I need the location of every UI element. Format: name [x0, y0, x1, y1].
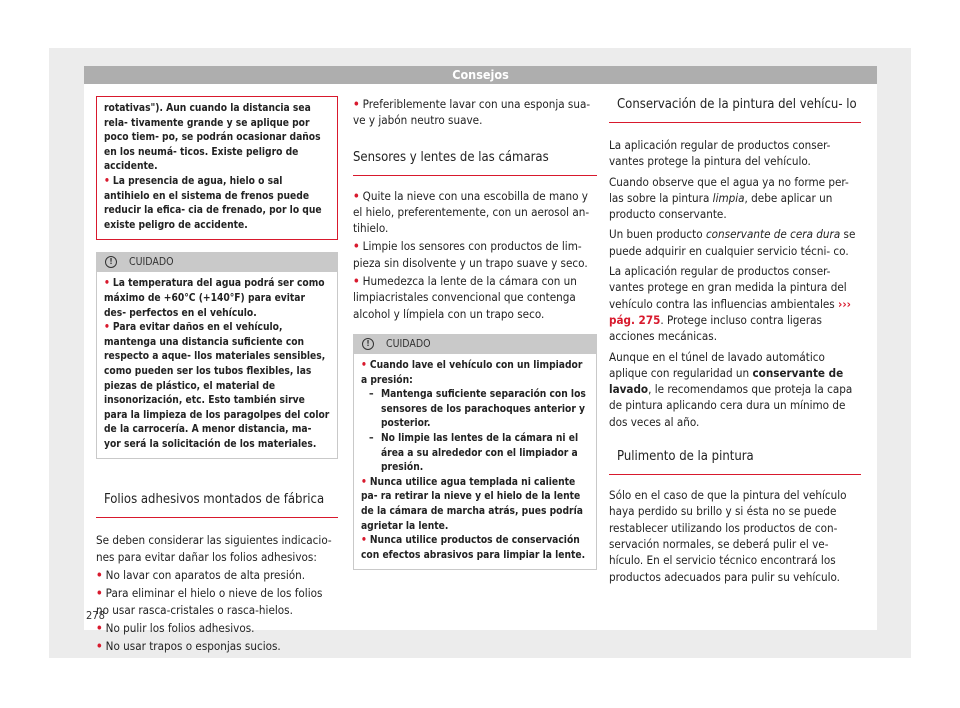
caution-header: ! CUIDADO — [97, 253, 337, 272]
section-heading: Conservación de la pintura del vehícu- lo — [609, 96, 861, 123]
caution-bullet: • Nunca utilice productos de conservación con efectos abrasivos para limpiar la lente. — [361, 535, 586, 561]
caution-box — [353, 334, 597, 570]
paragraph: Cuando observe que el agua ya no forme per- las sobre la pintura limpia, debe aplicar un producto conservante. — [609, 174, 849, 222]
document-page — [84, 66, 877, 654]
page-number: 278 — [86, 609, 105, 622]
list-item: • No usar trapos o esponjas sucios. — [96, 639, 281, 654]
list-item: • Humedezca la lente de la cámara con un limpiacristales convencional que contenga alcohol y límpiela con un trapo seco. — [353, 274, 577, 321]
section-heading: Folios adhesivos montados de fábrica — [96, 491, 338, 518]
list-item: • No lavar con aparatos de alta presión. — [96, 568, 306, 583]
caution-box — [96, 252, 338, 459]
warning-box — [96, 96, 338, 240]
column-2 — [353, 96, 597, 570]
caution-subitem: – Mantenga suficiente separación con los sensores de los parachoques anterior y posterior. — [369, 389, 586, 430]
info-circle-icon: ! — [362, 338, 374, 350]
caution-subitem: – No limpie las lentes de la cámara ni el área a su alrededor con el limpiador a presión. — [369, 432, 579, 474]
warning-text: rotativas"). Aun cuando la distancia sea rela- tivamente grande y se aplique por poco tiem- po, se podrán ocasionar daños en los neumá- ticos. Existe peligro de accidente. — [104, 103, 321, 173]
paragraph: La aplicación regular de productos conser- vantes protege en gran medida la pintura del vehículo contra las influencias ambientales ››› pág. 275. Protege incluso contra ligeras acciones mecánicas. — [609, 264, 851, 344]
bullet-icon: • — [104, 175, 110, 187]
warning-bullet: • La presencia de agua, hielo o sal antihielo en el sistema de frenos puede reducir la efica- cia de frenado, por lo que existe peligro de accidente. — [104, 175, 322, 231]
column-3 — [609, 96, 861, 585]
paragraph: Aunque en el túnel de lavado automático aplique con regularidad un conservante de lavado, le recomendamos que proteja la capa de pintura aplicando cera dura un mínimo de dos veces al año. — [609, 349, 853, 429]
info-circle-icon: ! — [105, 256, 117, 268]
section-heading: Pulimento de la pintura — [609, 448, 861, 475]
intro-text: Se deben considerar las siguientes indicacio- nes para evitar dañar los folios adhesivos: — [96, 533, 332, 564]
caution-header: ! CUIDADO — [354, 335, 596, 354]
caution-bullet: • La temperatura del agua podrá ser como máximo de +60°C (+140°F) para evitar des- perfectos en el vehículo. — [104, 278, 325, 319]
section-heading: Sensores y lentes de las cámaras — [353, 149, 597, 176]
list-item: • Preferiblemente lavar con una esponja sua- ve y jabón neutro suave. — [353, 97, 591, 128]
caution-bullet: • Nunca utilice agua templada ni caliente pa- ra retirar la nieve y el hielo de la lente de la cámara de marcha atrás, pues podría agrietar la lente. — [361, 476, 583, 532]
list-item: • Limpie los sensores con productos de lim- pieza sin disolvente y un trapo suave y seco. — [353, 239, 588, 270]
caution-bullet: • Para evitar daños en el vehículo, mantenga una distancia suficiente con respecto a aque- llos materiales sensibles, como pueden ser los tubos flexibles, las piezas de plástico, el material de insonorización, etc. Esto también sirve para la limpieza de los paragolpes del color de la carrocería. A menor distancia, ma- yor será la solicitación de los materiales. — [104, 322, 330, 450]
section-header: Consejos — [84, 66, 877, 84]
list-item: • No pulir los folios adhesivos. — [96, 620, 255, 635]
paragraph: Un buen producto conservante de cera dura se puede adquirir en cualquier servicio técni- co. — [609, 227, 856, 258]
column-1 — [96, 96, 338, 655]
list-item: • Para eliminar el hielo o nieve de los folios no usar rasca-cristales o rasca-hielos. — [96, 586, 323, 617]
page-reference-link[interactable]: ››› pág. 275 — [609, 296, 851, 327]
paragraph: La aplicación regular de productos conser- vantes protege la pintura del vehículo. — [609, 138, 831, 169]
caution-bullet: • Cuando lave el vehículo con un limpiador a presión: — [361, 359, 583, 386]
paragraph: Sólo en el caso de que la pintura del vehículo haya perdido su brillo y si ésta no se puede restablecer utilizando los productos de con- servación normales, se deberá pulir el ve- hículo. En el servicio técnico encontrará los productos adecuados para pulir su vehículo. — [609, 488, 847, 584]
list-item: • Quite la nieve con una escobilla de mano y el hielo, preferentemente, con un aerosol an- tihielo. — [353, 188, 590, 236]
